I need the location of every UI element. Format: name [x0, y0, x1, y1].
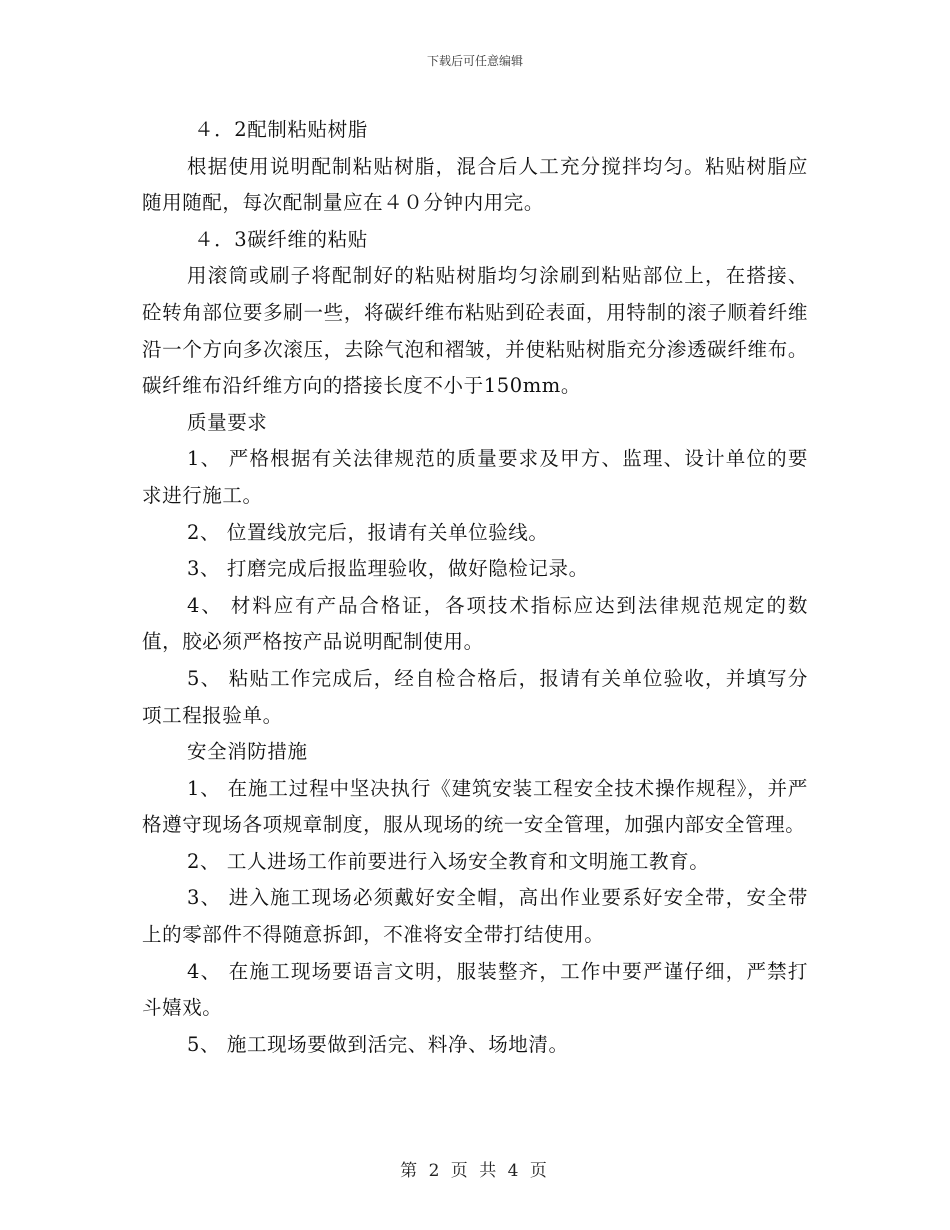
paragraph: 根据使用说明配制粘贴树脂，混合后人工充分搅拌均匀。粘贴树脂应随用随配，每次配制量应在４０分钟内用完。 — [142, 154, 808, 215]
list-item: 3、 打磨完成后报监理验收，做好隐检记录。 — [187, 557, 589, 581]
list-item: 5、 施工现场要做到活完、料净、场地清。 — [187, 1032, 569, 1056]
page-header: 下载后可任意编辑 — [426, 54, 523, 68]
list-item: 4、 材料应有产品合格证，各项技术指标应达到法律规范规定的数值，胶必须严格按产品说明配制使用。 — [142, 593, 808, 654]
list-item: 2、 工人进场工作前要进行入场安全教育和文明施工教育。 — [187, 849, 710, 873]
section-heading-resin-prep: ４．2配制粘贴树脂 — [194, 118, 368, 141]
list-item: 4、 在施工现场要语言文明，服装整齐，工作中要严谨仔细，严禁打斗嬉戏。 — [142, 959, 808, 1020]
section-heading-safety: 安全消防措施 — [187, 740, 308, 764]
section-heading-carbon-fiber: ４．3碳纤维的粘贴 — [194, 227, 368, 251]
section-heading-quality: 质量要求 — [187, 410, 268, 434]
paragraph: 用滚筒或刷子将配制好的粘贴树脂均匀涂刷到粘贴部位上，在搭接、砼转角部位要多刷一些，将碳纤维布粘贴到砼表面，用特制的滚子顺着纤维沿一个方向多次滚压，去除气泡和褶皱，并使粘贴树脂充分渗透碳纤维布。碳纤维布沿纤维方向的搭接长度不小于150mm。 — [142, 264, 808, 398]
page-number-footer: 第 2 页 共 4 页 — [400, 1161, 550, 1181]
document-body — [142, 112, 808, 1063]
list-item: 1、 在施工过程中坚决执行《建筑安装工程安全技术操作规程》，并严格遵守现场各项规章制度，服从现场的统一安全管理，加强内部安全管理。 — [142, 776, 808, 837]
list-item: 1、 严格根据有关法律规范的质量要求及甲方、监理、设计单位的要求进行施工。 — [142, 447, 808, 507]
list-item: 2、 位置线放完后，报请有关单位验线。 — [187, 520, 549, 544]
list-item: 5、 粘贴工作完成后，经自检合格后，报请有关单位验收，并填写分项工程报验单。 — [142, 666, 808, 727]
list-item: 3、 进入施工现场必须戴好安全帽，高出作业要系好安全带，安全带上的零部件不得随意拆卸，不准将安全带打结使用。 — [142, 886, 808, 947]
